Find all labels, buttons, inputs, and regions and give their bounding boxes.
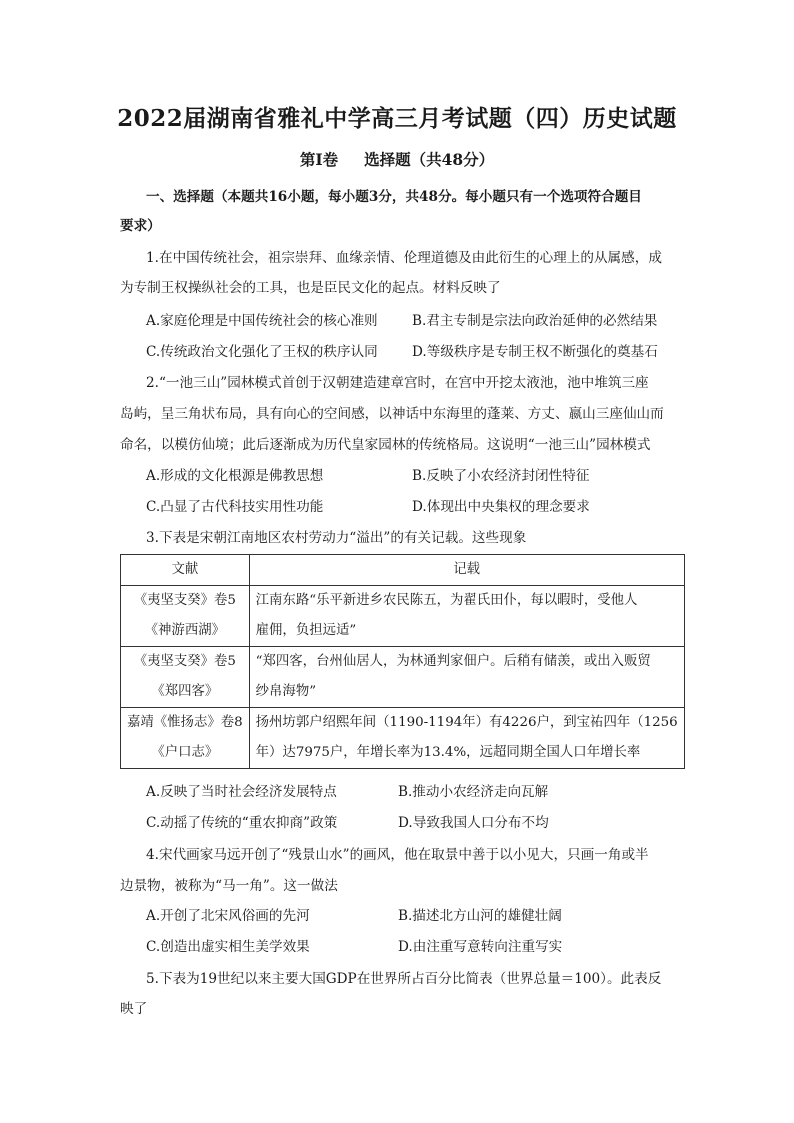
table-cell-source — [121, 708, 250, 769]
q3-stem: 3.下表是宋朝江南地区农村劳动力“溢出”的有关记载。这些现象 — [146, 530, 527, 546]
q1-stem-line-2: 为专制王权操纵社会的工具，也是臣民文化的起点。材料反映了 — [120, 280, 501, 296]
table-row — [121, 586, 685, 647]
table-header-record: 记载 — [249, 555, 684, 586]
q1-option-a: A.家庭伦理是中国传统社会的核心准则 — [146, 313, 378, 329]
table-header-source: 文献 — [121, 555, 250, 586]
table-cell-record — [249, 586, 684, 647]
q2-option-a: A.形成的文化根源是佛教思想 — [146, 468, 324, 484]
table-row — [121, 708, 685, 769]
section-name: 选择题（共48分） — [364, 150, 495, 169]
q2-stem-line-1: 2.“一池三山”园林模式首创于汉朝建造建章宫时，在宫中开挖太液池，池中堆筑三座 — [146, 375, 649, 391]
record-line-2: 雇佣，负担远适” — [255, 623, 357, 638]
table-row — [121, 647, 685, 708]
table-header-row — [121, 555, 685, 586]
q4-stem-line-2: 边景物，被称为“马一角”。这一做法 — [120, 878, 338, 894]
table-cell-record — [249, 647, 684, 708]
record-line-1: “郑四客，台州仙居人，为林通判家佃户。后稍有储羡，或出入贩贸 — [255, 654, 651, 669]
source-line-2: 《郑四客》 — [151, 684, 219, 699]
q1-option-b: B.君主专制是宗法向政治延伸的必然结果 — [412, 313, 658, 329]
q2-stem-line-2: 岛屿，呈三角状布局，具有向心的空间感，以神话中东海里的蓬莱、方丈、嬴山三座仙山而 — [120, 406, 664, 422]
source-line-2: 《神游西湖》 — [144, 623, 225, 638]
q5-stem-line-1: 5.下表为19世纪以来主要大国GDP在世界所占百分比简表（世界总量＝100）。此表反 — [146, 971, 662, 987]
table-cell-source — [121, 586, 250, 647]
q1-option-c: C.传统政治文化强化了王权的秩序认同 — [146, 344, 378, 360]
source-line-1: 嘉靖《惟扬志》卷8 — [127, 715, 243, 730]
q1-stem-line-1: 1.在中国传统社会，祖宗崇拜、血缘亲情、伦理道德及由此衍生的心理上的从属感，成 — [146, 250, 662, 266]
q2-option-b: B.反映了小农经济封闭性特征 — [412, 468, 590, 484]
table-cell-source — [121, 647, 250, 708]
q4-option-d: D.由注重写意转向注重写实 — [398, 939, 563, 955]
q1-option-d: D.等级秩序是专制王权不断强化的奠基石 — [412, 344, 658, 360]
q3-option-d: D.导致我国人口分布不均 — [398, 815, 549, 831]
instructions-line-2: 要求） — [120, 218, 161, 234]
records-table — [120, 554, 685, 769]
q3-option-c: C.动摇了传统的“重农抑商”政策 — [146, 815, 338, 831]
page-title: 2022届湖南省雅礼中学高三月考试题（四）历史试题 — [117, 105, 677, 132]
q4-stem-line-1: 4.宋代画家马远开创了“残景山水”的画风，他在取景中善于以小见大，只画一角或半 — [146, 847, 649, 863]
q3-option-a: A.反映了当时社会经济发展特点 — [146, 784, 337, 800]
section-heading — [0, 148, 794, 170]
record-line-2: 年）达7975户，年增长率为13.4%，远超同期全国人口年增长率 — [255, 745, 641, 760]
instructions-line-1: 一、选择题（本题共16小题，每小题3分，共48分。每小题只有一个选项符合题目 — [146, 189, 642, 205]
q4-option-b: B.描述北方山河的雄健壮阔 — [398, 908, 562, 924]
record-line-1: 江南东路“乐平新进乡农民陈五，为翟氏田仆，每以暇时，受他人 — [255, 593, 638, 608]
q2-option-d: D.体现出中央集权的理念要求 — [412, 499, 590, 515]
record-line-1: 扬州坊郭户绍熙年间（1190-1194年）有4226户，到宝祐四年（1256 — [255, 715, 678, 730]
section-part: 第Ⅰ卷 — [299, 150, 339, 169]
q2-option-c: C.凸显了古代科技实用性功能 — [146, 499, 324, 515]
q3-option-b: B.推动小农经济走向瓦解 — [398, 784, 549, 800]
source-line-1: 《夷坚支癸》卷5 — [133, 654, 236, 669]
table-cell-record — [249, 708, 684, 769]
q4-option-c: C.创造出虚实相生美学效果 — [146, 939, 310, 955]
source-line-1: 《夷坚支癸》卷5 — [133, 593, 236, 608]
record-line-2: 纱帛海物” — [255, 684, 317, 699]
source-line-2: 《户口志》 — [151, 745, 219, 760]
q2-stem-line-3: 命名，以模仿仙境；此后逐渐成为历代皇家园林的传统格局。这说明“一池三山”园林模式 — [120, 437, 651, 453]
q4-option-a: A.开创了北宋风俗画的先河 — [146, 908, 310, 924]
q5-stem-line-2: 映了 — [120, 1001, 148, 1017]
